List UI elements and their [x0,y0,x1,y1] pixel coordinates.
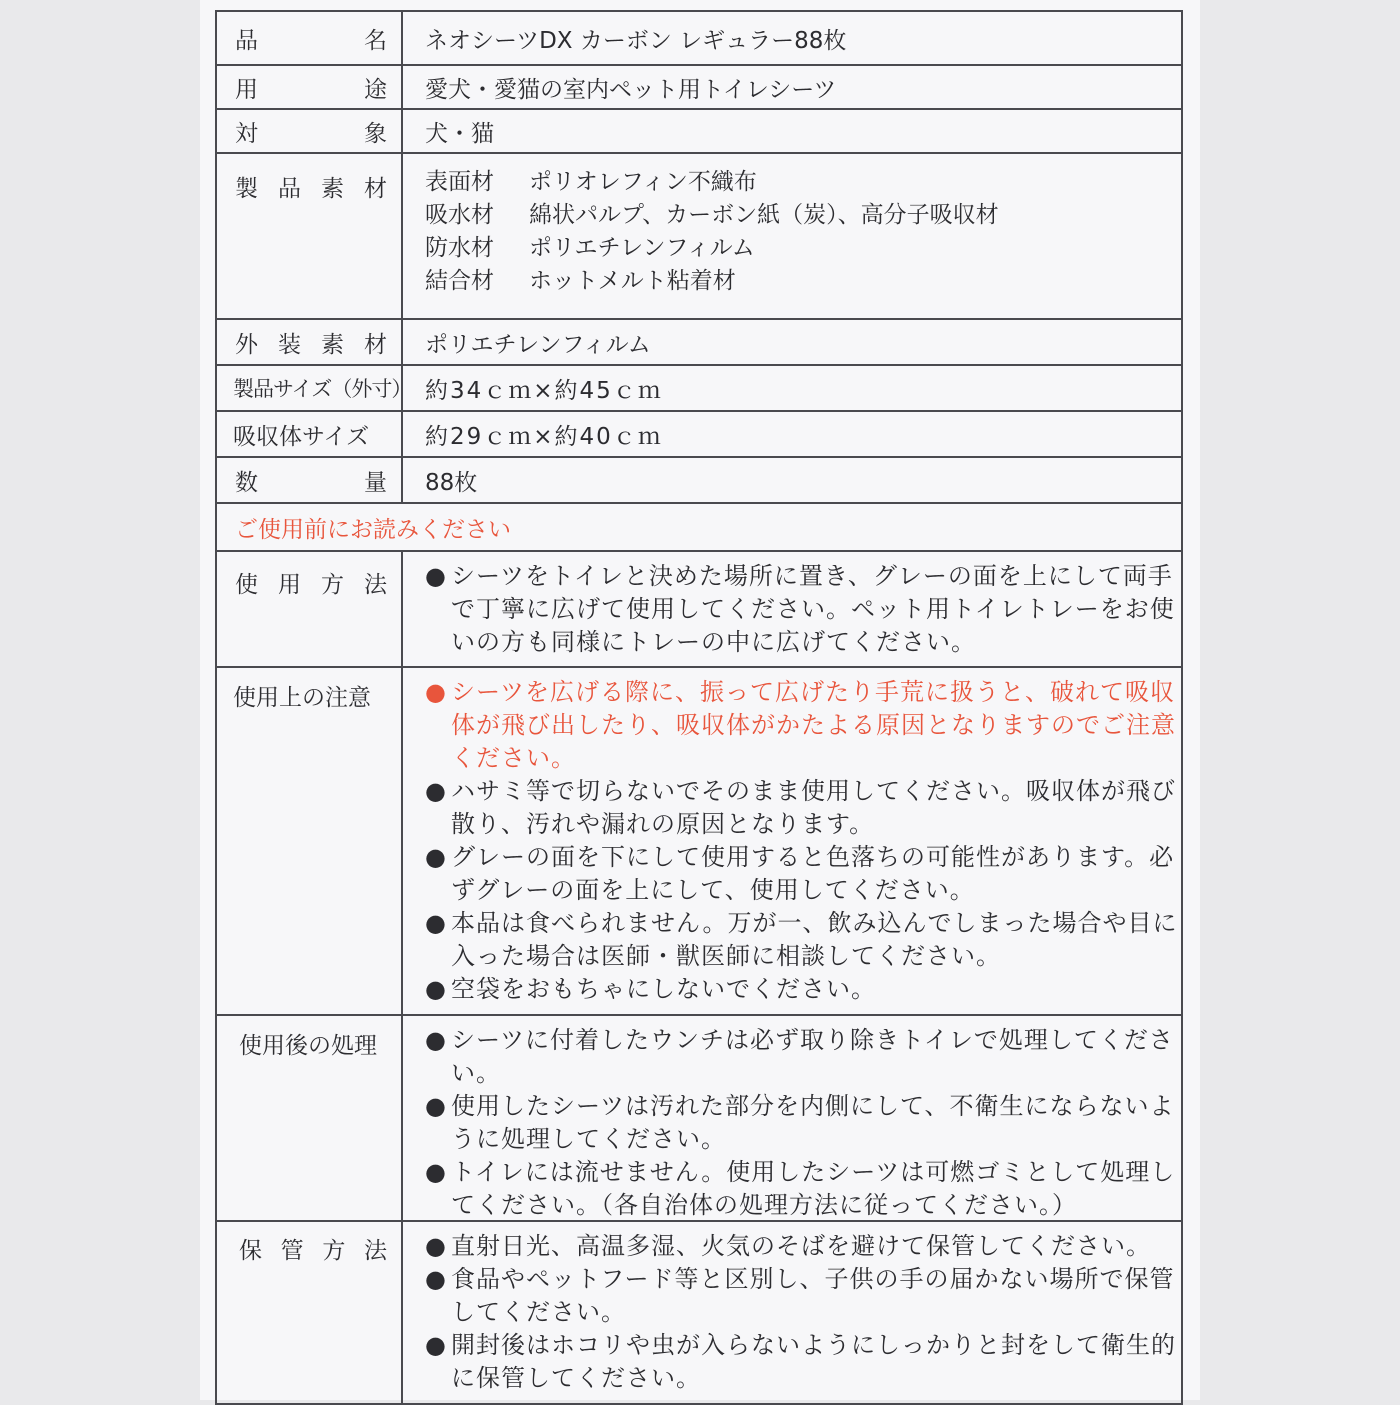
bullet-icon: ● [425,975,447,1003]
section-storage [217,1222,1181,1403]
material-name: 綿状パルプ、カーボン紙（炭）、高分子吸収材 [529,202,999,228]
row-label-text: 製品素材 [235,176,387,202]
row-value: 約34ｃｍ×約45ｃｍ [425,377,663,404]
bullet-icon: ● [425,1331,447,1359]
list-item-text: 直射日光、高温多湿、火気のそばを避けて保管してください。 [451,1232,1151,1260]
row-label-text: 対 象 [235,120,387,147]
bullet-icon: ● [425,1026,447,1054]
row-value: ネオシーツDX カーボン レギュラー88枚 [425,27,847,54]
list-item [425,1156,1181,1220]
row-label [217,458,403,502]
material-part: 吸水材 [425,202,494,228]
list-item [425,1090,1181,1156]
row-label [217,366,412,410]
list-item-text: 食品やペットフード等と区別し、子供の手の届かない場所で保管してください。 [451,1265,1175,1326]
list-item [425,1329,1181,1395]
row-label [217,154,403,318]
notice-heading: ご使用前にお読みください [217,504,1181,552]
material-name: ポリエチレンフィルム [529,235,755,261]
bullet-icon: ● [425,909,447,937]
material-line [425,166,1181,199]
list-item-text: 開封後はホコリや虫が入らないようにしっかりと封をして衛生的に保管してください。 [451,1331,1176,1392]
row-label [217,66,403,108]
table-row-materials [217,154,1181,320]
list-item-text: ハサミ等で切らないでそのまま使用してください。吸収体が飛び散り、汚れや漏れの原因となります。 [451,777,1176,838]
product-info-table [215,10,1183,1405]
section-label-text: 使用上の注意 [233,685,371,711]
section-items [403,552,1181,666]
bullet-icon: ● [425,1158,447,1186]
row-label-text: 用 途 [235,76,387,103]
list-item-text: 本品は食べられません。万が一、飲み込んでしまった場合や目に入った場合は医師・獣医師に相談してください。 [451,909,1178,970]
section-label [217,668,403,1014]
material-name: ポリオレフィン不織布 [529,169,757,195]
bullet-icon: ● [425,777,447,805]
row-label [217,412,403,456]
list-item-text: シーツに付着したウンチは必ず取り除きトイレで処理してください。 [451,1026,1174,1087]
row-value: 犬・猫 [425,120,494,147]
row-value: ポリエチレンフィルム [425,331,651,358]
bullet-icon: ● [425,1265,447,1293]
list-item-text: トイレには流せません。使用したシーツは可燃ゴミとして処理してください。（各自治体の処理方法に従ってください。） [451,1158,1176,1219]
row-label-text: 製品サイズ（外寸） [233,377,412,401]
list-item-highlight [425,676,1181,775]
row-value: 約29ｃｍ×約40ｃｍ [425,423,663,450]
row-label-text: 吸収体サイズ [233,423,370,450]
row-label-text: 数 量 [235,469,387,496]
list-item-text: グレーの面を下にして使用すると色落ちの可能性があります。必ずグレーの面を上にして、使用してください。 [451,843,1175,904]
section-precautions [217,668,1181,1016]
bullet-icon: ● [425,562,447,590]
list-item [425,560,1181,659]
section-label [217,552,403,666]
list-item-text: 使用したシーツは汚れた部分を内側にして、不衛生にならないように処理してください。 [451,1092,1175,1153]
list-item-text: 空袋をおもちゃにしないでください。 [451,975,876,1003]
section-items [403,1222,1181,1403]
section-label-text: 使用方法 [235,572,387,598]
list-item [425,1263,1181,1329]
list-item [425,907,1181,973]
table-row-target [217,110,1181,154]
section-label [217,1016,403,1220]
material-part: 表面材 [425,169,494,195]
section-disposal [217,1016,1181,1222]
material-line [425,232,1181,265]
section-label [217,1222,403,1403]
material-part: 防水材 [425,235,494,261]
section-items [403,668,1181,1014]
list-item [425,841,1181,907]
row-label [217,12,403,64]
material-line [425,265,1181,298]
list-item-text: シーツを広げる際に、振って広げたり手荒に扱うと、破れて吸収体が飛び出したり、吸収体がかたよる原因となりますのでご注意ください。 [451,678,1176,772]
table-row-quantity [217,458,1181,504]
material-part: 結合材 [425,268,494,294]
section-items [403,1016,1181,1220]
table-row-absorber-size [217,412,1181,458]
list-item [425,775,1181,841]
table-row-usage [217,66,1181,110]
section-how-to-use [217,552,1181,668]
materials-list [403,154,1181,318]
bullet-icon: ● [425,1232,447,1260]
row-label-text: 品 名 [235,27,387,54]
bullet-icon: ● [425,678,447,706]
row-label [217,110,403,152]
bullet-icon: ● [425,843,447,871]
table-row-product-name [217,12,1181,66]
table-row-product-size [217,366,1181,412]
row-label-text: 外装素材 [235,331,387,358]
list-item [425,1024,1181,1090]
section-label-text: 保管方法 [239,1238,387,1264]
list-item [425,1230,1181,1263]
bullet-icon: ● [425,1092,447,1120]
list-item-text: シーツをトイレと決めた場所に置き、グレーの面を上にして両手で丁寧に広げて使用してください。ペット用トイレトレーをお使いの方も同様にトレーの中に広げてください。 [451,562,1175,656]
row-value: 88枚 [425,469,478,496]
section-label-text: 使用後の処理 [239,1033,377,1059]
material-line [425,199,1181,232]
row-label [217,320,403,364]
list-item [425,973,1181,1006]
material-name: ホットメルト粘着材 [529,268,736,294]
row-value: 愛犬・愛猫の室内ペット用トイレシーツ [425,76,837,103]
table-row-outer-material [217,320,1181,366]
